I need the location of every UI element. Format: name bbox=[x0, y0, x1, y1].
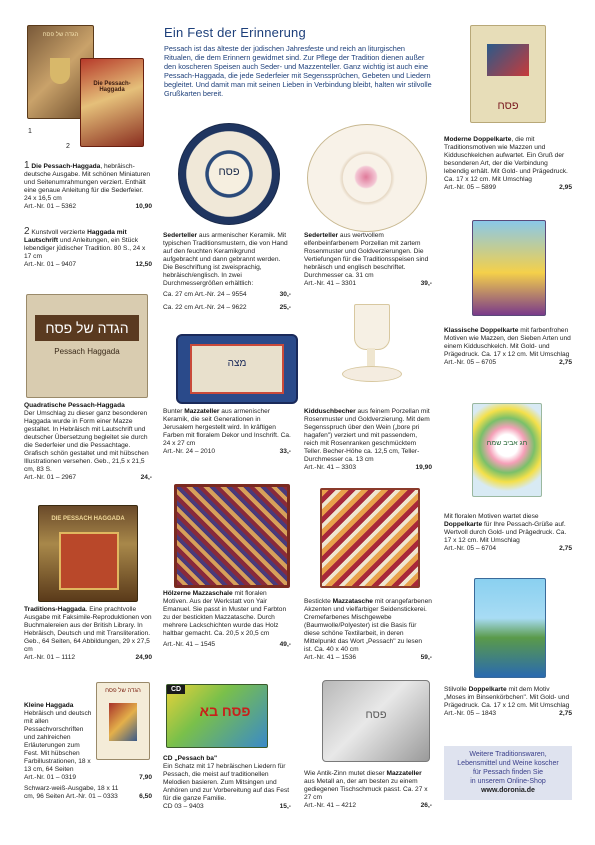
item-description: aus Metall an, der am besten zu einem gediegenen Tischschmuck passt. Ca. 27 x 27 cm bbox=[304, 778, 428, 801]
shop-link[interactable]: www.doronia.de bbox=[481, 787, 535, 794]
pewter-matza-plate-image bbox=[322, 680, 430, 762]
image-number-2: 2 bbox=[66, 143, 70, 150]
item-florale-doppelkarte bbox=[444, 513, 572, 553]
item-klassische-doppelkarte bbox=[444, 327, 572, 367]
item-name: Klassische Doppelkarte bbox=[444, 327, 519, 334]
item-name: Hölzerne Mazzaschale bbox=[163, 590, 233, 597]
matza-plate-ceramic-image bbox=[176, 334, 298, 404]
price: 12,50 bbox=[135, 261, 152, 268]
square-haggada-german-title: Pessach Haggada bbox=[54, 347, 120, 356]
item-sederteller-keramik bbox=[163, 232, 291, 312]
article-number: Art.-Nr. 05 – 6704 bbox=[444, 545, 497, 552]
item-description: aus feinem Porzellan mit Rosenmuster und Goldverzierung. Mit dem Segensspruch über den Wein („bore pri hagafen") verziert und mit passendem, reich mit Rosenranken geschmücktem Teller. Becher-Höhe ca. 12,5 cm, Teller-Durchmesser ca. 13 cm bbox=[304, 408, 430, 463]
item-kleine-haggada bbox=[24, 702, 152, 801]
book-1-title: הגדה של פסח bbox=[42, 32, 79, 38]
kiddush-cup-icon bbox=[50, 58, 70, 84]
traditions-haggada-image bbox=[38, 505, 138, 602]
article-number: Art.-Nr. 05 – 6705 bbox=[444, 359, 497, 366]
rose-decoration bbox=[354, 165, 378, 189]
pewter-center-text: פסח bbox=[365, 709, 387, 721]
price-2: 25,- bbox=[279, 304, 291, 311]
price: 26,- bbox=[420, 802, 432, 809]
article-number: Art.-Nr. 01 – 9407 bbox=[24, 261, 77, 268]
item-hoelzerne-mazzaschale bbox=[163, 590, 291, 649]
seder-plate-center-text: פסח bbox=[218, 166, 240, 178]
article-number: Art.-Nr. 05 – 1843 bbox=[444, 710, 497, 717]
extra-edition: Schwarz-weiß-Ausgabe, 18 x 11 cm, 96 Seiten Art.-Nr. 01 – 0333 bbox=[24, 785, 119, 800]
saucer bbox=[342, 366, 402, 382]
price: 15,- bbox=[279, 803, 291, 810]
article-number: Art.-Nr. 41 – 4212 bbox=[304, 802, 357, 809]
item-name: Sederteller bbox=[163, 232, 198, 239]
item-name: Kidduschbecher bbox=[304, 408, 356, 415]
item-description: für Ihre Pessach-Grüße auf. Wertvoll durch Gold- und Prägedruck. Ca. 17 x 12 cm. Mit Umschlag bbox=[444, 521, 567, 544]
item-description: Der Umschlag zu dieser ganz besonderen Haggada wurde in Form einer Mazze gestaltet. In Hebräisch mit Lautschrift und deutscher Übersetzung begleitet sie durch die Sederfeier und die Pessachtage. Grafisch schön gestaltet und mit hübschen Illustrationen versehen. Geb., 21,5 x 21,5 cm, 83 S. bbox=[24, 410, 149, 473]
article-number: CD 03 – 9403 bbox=[163, 803, 204, 810]
article-number: Art.-Nr. 41 – 1536 bbox=[304, 654, 357, 661]
moses-card-image bbox=[474, 578, 546, 678]
item-name: Moderne Doppelkarte bbox=[444, 136, 512, 143]
article-number: Art.-Nr. 01 – 1112 bbox=[24, 654, 76, 661]
item-sederteller-porzellan bbox=[304, 232, 432, 288]
item-name: Mazzateller bbox=[386, 770, 422, 777]
wooden-matza-bowl-image bbox=[174, 484, 290, 588]
article-number: Art.-Nr. 01 – 2967 bbox=[24, 474, 77, 481]
item-quadratische-pessach-haggada bbox=[24, 402, 152, 482]
item-description: mit orangefarbenen Akzenten und vielfarbiger Seidenstickerei. Cremefarbenes Mischgewebe (Baumwolle/Polyester) ist die Basis für diese schöne Textilarbeit, in deren Mittelpunkt das Wort „Pessach" zu lesen ist. Ca. 40 x 40 cm bbox=[304, 598, 432, 653]
square-haggada-hebrew-title: הגדה של פסח bbox=[35, 315, 139, 341]
floral-card-image bbox=[472, 403, 542, 497]
card-3-text: חג אביב שמח bbox=[486, 440, 528, 447]
item-name: CD „Pessach ba" bbox=[163, 755, 218, 762]
item-name: Die Pessach-Haggada bbox=[31, 163, 101, 170]
item-mazzateller-keramik bbox=[163, 408, 291, 456]
item-name: Quadratische Pessach-Haggada bbox=[24, 402, 125, 409]
promo-line-2: Lebensmittel und Weine koscher bbox=[457, 760, 559, 767]
article-number: Art.-Nr. 01 – 5362 bbox=[24, 203, 77, 210]
item-description-pre: Bestickte bbox=[304, 598, 333, 605]
item-cd-pessach-ba bbox=[163, 755, 291, 811]
cd-pessach-ba-image bbox=[166, 684, 268, 748]
item-description: mit floralen Motiven. Aus der Werkstatt von Yair Emanuel. Sie passt in Muster und Farbton zu der bestickten Mazzatasche. Durch mehrere Lackschichten wurde das Holz haltbar gemacht. Ca. 20,5 x 20,5 cm bbox=[163, 590, 287, 637]
card-1-motif bbox=[487, 44, 529, 76]
item-description: . Eine prachtvolle Ausgabe mit Faksimile-Reproduktionen von Buchmalereien aus der British Library. In Hebräisch, Deutsch und mit Transliteration. Geb., 64 Seiten, 64 Abbildungen, 29 x 27,5 cm bbox=[24, 606, 152, 653]
item-description-pre: Bunter bbox=[163, 408, 185, 415]
square-haggada-image bbox=[26, 294, 148, 398]
item-traditions-haggada bbox=[24, 606, 152, 662]
extra-price: 6,50 bbox=[139, 793, 152, 800]
item-name: Kleine Haggada bbox=[24, 702, 74, 709]
cup-body bbox=[354, 304, 390, 350]
price: 2,75 bbox=[559, 359, 572, 366]
price: 49,- bbox=[279, 641, 291, 648]
price: 2,75 bbox=[559, 545, 572, 552]
book-2-title: Die Pessach-Haggada bbox=[93, 81, 131, 93]
online-shop-promo bbox=[444, 746, 572, 800]
item-description: aus armenischer Keramik. Mit typischen Traditionsmustern, die von Hand auf den feuchten Keramikgrund aufgebracht und dann gebrannt werden. Die Beschriftung ist zweisprachig, hebräisch/englisch. In zwei Durchmessergrößen erhältlich: bbox=[163, 232, 288, 287]
item-description: mit dem Motiv „Moses im Binsenkörbchen". Mit Gold- und Prägedruck. Ca. 17 x 12 cm. Mit Umschlag bbox=[444, 686, 570, 709]
matza-plate-center-text: מצה bbox=[227, 358, 247, 369]
price: 24,90 bbox=[135, 654, 152, 661]
item-description-pre: Mit floralen Motiven wartet diese bbox=[444, 513, 539, 520]
card-1-text: פסח bbox=[497, 100, 519, 112]
page-title: Ein Fest der Erinnerung bbox=[164, 25, 306, 40]
haggada-book-2-image bbox=[80, 58, 144, 147]
item-name: Haggada mit Lautschrift bbox=[24, 229, 127, 244]
price: 24,- bbox=[140, 474, 152, 481]
promo-line-4: in unserem Online-Shop bbox=[470, 778, 546, 785]
classic-card-image bbox=[472, 220, 546, 316]
item-moderne-doppelkarte bbox=[444, 136, 572, 192]
seder-plate-porcelain-image bbox=[307, 124, 427, 232]
item-kidduschbecher bbox=[304, 408, 432, 472]
item-description: und Anleitungen, ein Stück lebendiger jüdischer Tradition. 80 S., 24 x 17 cm bbox=[24, 237, 146, 260]
illumination-image bbox=[59, 532, 119, 590]
item-mazzateller-metall bbox=[304, 770, 432, 810]
promo-line-3: für Pessach finden Sie bbox=[472, 769, 544, 776]
item-description: , hebräisch-deutsche Ausgabe. Mit schönen Miniaturen und Seitenumrahmungen verziert. Enthält eine genaue Anleitung für die Sederfeier. 24 x 16,5 cm bbox=[24, 163, 151, 202]
item-description: Ein Schatz mit 17 hebräischen Liedern für Pessach, die meist auf traditionellen Melodien basieren. Zum Mitsingen und Anhören und zur Vorbereitung auf das Fest für die ganze Familie. bbox=[163, 763, 290, 802]
item-name: Doppelkarte bbox=[444, 521, 483, 528]
variant-1: Ca. 27 cm Art.-Nr. 24 – 9554 bbox=[163, 291, 247, 298]
price: 10,90 bbox=[135, 203, 152, 210]
cd-badge: CD bbox=[167, 685, 185, 694]
variant-2: Ca. 22 cm Art.-Nr. 24 – 9622 bbox=[163, 304, 247, 311]
price: 33,- bbox=[279, 448, 291, 455]
item-die-pessach-haggada bbox=[24, 162, 152, 211]
cup-stem bbox=[367, 348, 375, 366]
item-description: Hebräisch und deutsch mit allen Pessachvorschriften und zahlreichen Erläuterungen zum Fest. Mit hübschen Farbillustrationen, 18 x 13 cm, 64 Seiten bbox=[24, 710, 92, 773]
item-name: Doppelkarte bbox=[468, 686, 507, 693]
promo-line-1: Weitere Traditionswaren, bbox=[469, 751, 547, 758]
price: 59,- bbox=[420, 654, 432, 661]
cd-hebrew-title: פסח בא bbox=[199, 703, 251, 719]
article-number: Art.-Nr. 41 – 3303 bbox=[304, 464, 357, 471]
modern-card-image bbox=[470, 25, 546, 123]
item-description-pre: Stilvolle bbox=[444, 686, 469, 693]
price-1: 30,- bbox=[279, 291, 291, 298]
item-mazzatasche bbox=[304, 598, 432, 662]
item-name: Traditions-Haggada bbox=[24, 606, 86, 613]
item-description: , die mit Traditionsmotiven wie Mazzen und Kidduschkelchen aufwartet. Ein Gruß der besonderen Art, der die Verbindung lebendig erhält. Mit Gold- und Prägedruck. Ca. 17 x 12 cm. Mit Umschlag bbox=[444, 136, 568, 183]
price: 19,90 bbox=[415, 464, 432, 471]
item-name: Mazzatasche bbox=[332, 598, 373, 605]
item-description-pre: Wie Antik-Zinn mutet dieser bbox=[304, 770, 387, 777]
seder-plate-ceramic-image bbox=[178, 123, 280, 225]
embroidered-matza-bag-image bbox=[320, 488, 420, 588]
kleine-haggada-title: הגדה של פסח bbox=[105, 688, 141, 694]
image-number-1: 1 bbox=[28, 128, 32, 135]
article-number: Art.-Nr. 24 – 2010 bbox=[163, 448, 216, 455]
kiddush-cup-image bbox=[342, 304, 400, 384]
matza-plate-inner bbox=[190, 344, 284, 394]
item-description: aus wertvollem elfenbeinfarbenem Porzellan mit zartem Rosenmuster und Goldverzierungen. Die Vertiefungen für die Traditionsspeisen sind hebräisch und englisch beschriftet. Durchmesser ca. 31 cm bbox=[304, 232, 429, 279]
item-name: Sederteller bbox=[304, 232, 339, 239]
article-number: Art.-Nr. 01 – 0319 bbox=[24, 774, 77, 781]
item-description-pre: Kunstvoll verzierte bbox=[31, 229, 88, 236]
price: 2,95 bbox=[559, 184, 572, 191]
price: 39,- bbox=[420, 280, 432, 287]
item-name: Mazzateller bbox=[184, 408, 220, 415]
price: 2,75 bbox=[559, 710, 572, 717]
item-number: 1 bbox=[24, 160, 30, 171]
item-number: 2 bbox=[24, 226, 30, 237]
item-description: mit farbenfrohen Motiven wie Mazzen, den Sieben Arten und einem Kidduschkelch. Mit Gold- und Prägedruck. Ca. 17 x 12 cm. Mit Umschlag bbox=[444, 327, 571, 358]
traditions-haggada-title: DIE PESSACH HAGGADA bbox=[51, 516, 125, 522]
item-moses-doppelkarte bbox=[444, 686, 572, 718]
article-number: Art.-Nr. 41 – 1545 bbox=[163, 641, 216, 648]
item-haggada-mit-lautschrift bbox=[24, 228, 152, 269]
article-number: Art.-Nr. 05 – 5899 bbox=[444, 184, 497, 191]
article-number: Art.-Nr. 41 – 3301 bbox=[304, 280, 357, 287]
price: 7,90 bbox=[139, 774, 152, 781]
item-description: aus armenischer Keramik, die seit Generationen in Jerusalem hergestellt wird. In kräftigen Farben mit floralem Dekor und Inschrift. Ca. 24 x 27 cm bbox=[163, 408, 291, 447]
intro-text: Pessach ist das älteste der jüdischen Jahresfeste und reich an liturgischen Ritualen, die dem Erinnern gewidmet sind. Zur Pflege der Tradition dienen außer den koscheren Speisen auch Seder- und Mazzenteller. Ganz wichtig ist auch eine Pessach-Haggada, die jede Sederfeier mit Segenssprüchen, Gebeten und Liedern begleitet. Und damit man mit seinen Lieben in Verbindung bleibt, halten wir stilvolle Grußkarten bereit. bbox=[164, 44, 432, 98]
